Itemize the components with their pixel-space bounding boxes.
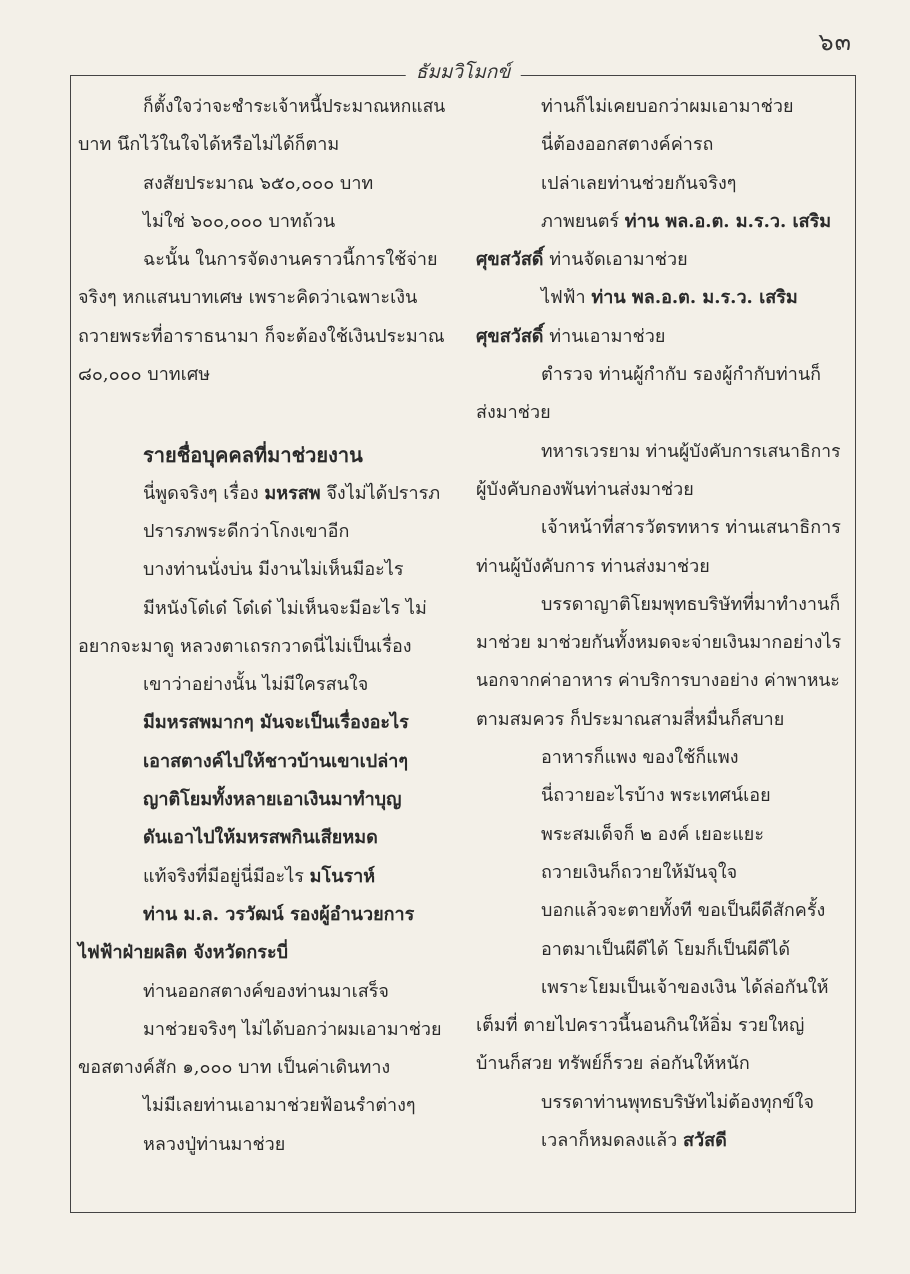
line-text: มีหนังโด๋เด๋ โด๋เด๋ ไม่เห็นจะมีอะไร ไม่ (143, 597, 427, 619)
line-text: อาหารก็แพง ของใช้ก็แพง (541, 747, 739, 769)
line-text: นี่ต้องออกสตางค์ค่ารถ (541, 134, 714, 156)
line-bold-text: เอาสตางค์ไปให้ชาวบ้านเขาเปล่าๆ (143, 750, 409, 772)
line-text: มาช่วย มาช่วยกันทั้งหมดจะจ่ายเงินมากอย่างไร (476, 632, 842, 654)
line-text: ฉะนั้น ในการจัดงานคราวนี้การใช้จ่าย (143, 249, 438, 271)
text-line (78, 590, 450, 628)
text-line (476, 854, 846, 892)
text-line (476, 969, 846, 1007)
line-text: บางท่านนั่งบ่น มีงานไม่เห็นมีอะไร (143, 559, 404, 581)
line-text: บ้านก็สวย ทรัพย์ก็รวย ล่อกันให้หนัก (476, 1053, 750, 1075)
text-line (476, 931, 846, 969)
left-column (78, 88, 450, 1164)
text-line (78, 318, 450, 356)
line-text: จริงๆ หกแสนบาทเศษ เพราะคิดว่าเฉพาะเงิน (78, 287, 418, 309)
line-text: ไฟฟ้า (541, 287, 592, 309)
section-heading (78, 436, 450, 474)
text-line (476, 739, 846, 777)
text-line (476, 126, 846, 164)
text-line (78, 704, 450, 742)
text-line (78, 1011, 450, 1049)
text-line (476, 165, 846, 203)
line-text: ถวายเงินก็ถวายให้มันจุใจ (541, 861, 738, 883)
text-line (476, 1007, 846, 1045)
line-text: แท้จริงที่มีอยู่นี่มีอะไร (143, 865, 310, 887)
line-text: ทหารเวรยาม ท่านผู้บังคับการเสนาธิการ (541, 441, 841, 462)
line-text: ปรารภพระดีกว่าโกงเขาอีก (143, 520, 350, 542)
line-text: มาช่วยจริงๆ ไม่ได้บอกว่าผมเอามาช่วย (143, 1018, 442, 1040)
text-line (78, 781, 450, 819)
line-text: ตำรวจ ท่านผู้กำกับ รองผู้กำกับท่านก็ (541, 364, 822, 386)
text-line (78, 394, 450, 436)
text-line (78, 279, 450, 317)
line-text: หลวงปู่ท่านมาช่วย (143, 1133, 286, 1155)
text-line (78, 934, 450, 972)
line-text-tail: จึงไม่ได้ปรารภ (320, 482, 441, 504)
line-text: ภาพยนตร์ (541, 210, 625, 232)
text-line (78, 475, 450, 513)
line-text: เพราะโยมเป็นเจ้าของเงิน ได้ล่อกันให้ (541, 976, 829, 998)
text-line (78, 1126, 450, 1164)
line-text: บรรดาท่านพุทธบริษัทไม่ต้องทุกข์ใจ (541, 1091, 814, 1113)
text-line (476, 624, 846, 662)
line-text: ท่านผู้บังคับการ ท่านส่งมาช่วย (476, 555, 710, 577)
text-line (78, 165, 450, 203)
text-line (476, 279, 846, 317)
text-line (476, 241, 846, 279)
line-bold-text: ไฟฟ้าฝ่ายผลิต จังหวัดกระบี่ (78, 942, 289, 964)
line-text: ๘๐,๐๐๐ บาทเศษ (78, 364, 211, 386)
line-text: ก็ตั้งใจว่าจะชำระเจ้าหนี้ประมาณหกแสน (143, 97, 446, 117)
line-text: พระสมเด็จก็ ๒ องค์ เยอะแยะ (541, 823, 765, 845)
line-text: นี่ถวายอะไรบ้าง พระเทศน์เอย (541, 785, 771, 807)
line-bold-text: ท่าน ม.ล. วรวัฒน์ รองผู้อำนวยการ (143, 903, 415, 925)
text-line (476, 892, 846, 930)
line-text: อยากจะมาดู หลวงตาเถรกวาดนี่ไม่เป็นเรื่อง (78, 635, 412, 657)
line-text: เวลาก็หมดลงแล้ว (541, 1130, 683, 1152)
line-text-tail: ท่านเอามาช่วย (543, 325, 666, 347)
line-text: บอกแล้วจะตายทั้งที ขอเป็นผีดีสักครั้ง (541, 900, 826, 922)
line-text: สงสัยประมาณ ๖๕๐,๐๐๐ บาท (143, 172, 374, 194)
text-line (476, 548, 846, 586)
line-text: เจ้าหน้าที่สารวัตรทหาร ท่านเสนาธิการ (541, 517, 841, 539)
text-line (78, 819, 450, 857)
page-number: ๖๓ (818, 28, 852, 56)
text-line (476, 509, 846, 547)
text-line (78, 241, 450, 279)
text-line (78, 743, 450, 781)
right-column (476, 88, 846, 1160)
line-text: เขาว่าอย่างนั้น ไม่มีใครสนใจ (143, 674, 369, 696)
line-text: ขอสตางค์สัก ๑,๐๐๐ บาท เป็นค่าเดินทาง (78, 1057, 391, 1079)
line-text: ตามสมควร ก็ประมาณสามสี่หมื่นก็สบาย (476, 708, 785, 730)
line-text: ผู้บังคับกองพันท่านส่งมาช่วย (476, 478, 694, 500)
text-line (476, 394, 846, 432)
line-text-tail: ท่านจัดเอามาช่วย (543, 249, 688, 271)
line-text: เปล่าเลยท่านช่วยกันจริงๆ (541, 172, 737, 194)
line-bold-text: ท่าน พล.อ.ต. ม.ร.ว. เสริม (591, 287, 798, 309)
text-line (476, 433, 846, 471)
text-line (476, 318, 846, 356)
text-line (476, 1122, 846, 1160)
text-line (78, 551, 450, 589)
text-line (78, 896, 450, 934)
line-bold-text: ศุขสวัสดิ์ (476, 325, 544, 347)
line-bold-text: สวัสดี (683, 1130, 727, 1152)
line-bold-text: มหรสพ (264, 482, 321, 504)
text-line (476, 88, 846, 126)
line-bold-text: ญาติโยมทั้งหลายเอาเงินมาทำบุญ (143, 789, 402, 811)
text-line (476, 356, 846, 394)
text-line (78, 88, 450, 126)
line-bold-text: ศุขสวัสดิ์ (476, 249, 544, 271)
line-bold-text: มโนราห์ (309, 865, 376, 887)
text-line (78, 858, 450, 896)
text-line (476, 203, 846, 241)
line-text: นอกจากค่าอาหาร ค่าบริการบางอย่าง ค่าพาหนะ (476, 671, 840, 692)
text-line (78, 356, 450, 394)
text-line (476, 662, 846, 700)
header-title: ธัมมวิโมกข์ (406, 57, 521, 87)
line-text: อาตมาเป็นผีดีได้ โยมก็เป็นผีดีได้ (541, 938, 791, 960)
line-text: เต็มที่ ตายไปคราวนี้นอนกินให้อิ่ม รวยใหญ่ (476, 1015, 805, 1037)
text-line (476, 1084, 846, 1122)
text-line (476, 471, 846, 509)
text-line (78, 628, 450, 666)
text-line (78, 513, 450, 551)
line-text: รายชื่อบุคคลที่มาช่วยงาน (143, 443, 363, 468)
text-line (78, 203, 450, 241)
line-text: ส่งมาช่วย (476, 402, 551, 424)
line-text: ไม่ใช่ ๖๐๐,๐๐๐ บาทถ้วน (143, 210, 336, 232)
text-line (476, 586, 846, 624)
line-text: บรรดาญาติโยมพุทธบริษัทที่มาทำงานก็ (541, 593, 841, 615)
line-text: บาท นึกไว้ในใจได้หรือไม่ได้ก็ตาม (78, 134, 340, 156)
line-text: ท่านออกสตางค์ของท่านมาเสร็จ (143, 980, 389, 1002)
text-line (476, 777, 846, 815)
text-line (78, 1087, 450, 1125)
line-text: ท่านก็ไม่เคยบอกว่าผมเอามาช่วย (541, 96, 794, 117)
line-text: ไม่มีเลยท่านเอามาช่วยฟ้อนรำต่างๆ (143, 1095, 416, 1117)
text-line (78, 666, 450, 704)
line-bold-text: ท่าน พล.อ.ต. ม.ร.ว. เสริม (624, 210, 832, 232)
text-line (78, 1049, 450, 1087)
text-line (476, 816, 846, 854)
line-text: นี่พูดจริงๆ เรื่อง (143, 482, 265, 504)
text-line (78, 126, 450, 164)
text-line (78, 973, 450, 1011)
line-bold-text: มีมหรสพมากๆ มันจะเป็นเรื่องอะไร (143, 712, 409, 734)
line-text: ถวายพระที่อาราธนามา ก็จะต้องใช้เงินประมาณ (78, 325, 445, 347)
line-bold-text: ดันเอาไปให้มหรสพกินเสียหมด (143, 827, 378, 849)
text-line (476, 1045, 846, 1083)
text-line (476, 701, 846, 739)
